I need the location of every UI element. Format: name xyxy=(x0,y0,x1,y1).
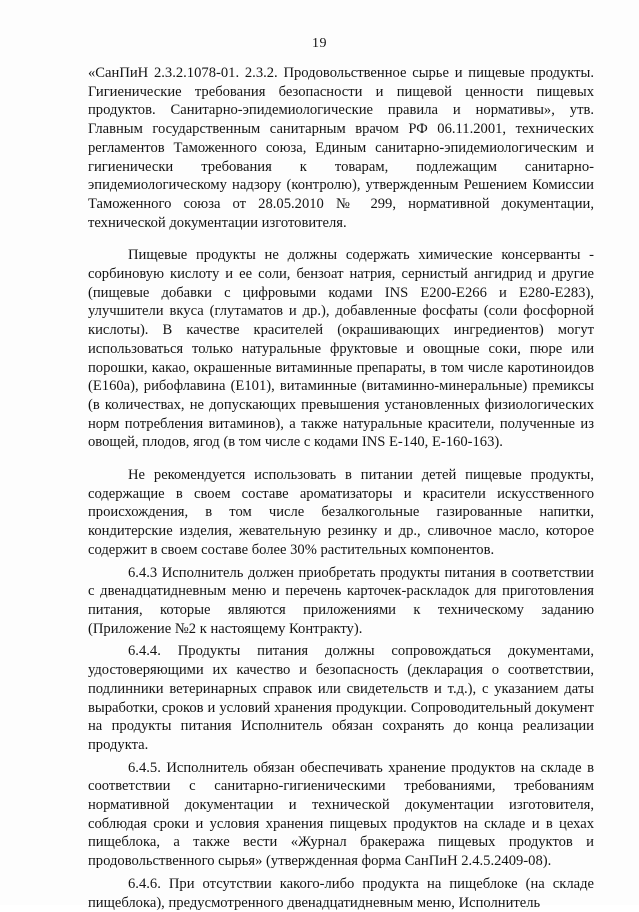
page-number: 19 xyxy=(312,36,327,51)
document-body xyxy=(88,64,594,912)
paragraph-6-4-5: 6.4.5. Исполнитель обязан обеспечивать хранение продуктов на складе в соответствии с санитарно-гигиеническими требованиями, требованиям нормативной документации и технической документации изготовителя, соблюдая сроки и условия хранения пищевых продуктов на складе и в цехах пищеблока, а также вести «Журнал бракеража пищевых продуктов и продовольственного сырья» (утвержденная форма СанПиН 2.4.5.2409-08). xyxy=(88,759,594,870)
paragraph-6-4-3: 6.4.3 Исполнитель должен приобретать продукты питания в соответствии с двенадцатидневным меню и перечень карточек-раскладок для приготовления питания, которые являются приложениями к техническому заданию (Приложение №2 к настоящему Контракту). xyxy=(88,564,594,637)
paragraph-6-4-4: 6.4.4. Продукты питания должны сопровождаться документами, удостоверяющими их качество и безопасность (декларация о соответствии, подлинники ветеринарных справок или свидетельств и т.д.), с указанием даты выработки, сроков и условий хранения продукции. Сопроводительный документ на продукты питания Исполнитель обязан сохранять до конца реализации продукта. xyxy=(88,643,594,753)
paragraph-not-recommended: Не рекомендуется использовать в питании детей пищевые продукты, содержащие в своем составе ароматизаторы и красители искусственного происхождения, в том числе безалкогольные газированные напитки, кондитерские изделия, жевательную резинку и др., сливочное масло, которое содержит в своем составе более 30% растительных компонентов. xyxy=(88,467,594,558)
paragraph-6-4-6: 6.4.6. При отсутствии какого-либо продукта на пищеблоке (на складе пищеблока), предусмотренного двенадцатидневным меню, Исполнитель xyxy=(88,875,594,911)
paragraph-sanpin-reference: «СанПиН 2.3.2.1078-01. 2.3.2. Продовольственное сырье и пищевые продукты. Гигиенические требования безопасности и пищевой ценности пищевых продуктов. Санитарно-эпидемиологические правила и нормативы», утв. Главным государственным санитарным врачом РФ 06.11.2001, технических регламентов Таможенного союза, Единым санитарно-эпидемиологическим и гигиенически требования к товарам, подлежащим санитарно-эпидемиологическому надзору (контролю), утвержденным Решением Комиссии Таможенного союза от 28.05.2010 № 299, нормативной документации, технической документации изготовителя. xyxy=(88,65,594,231)
paragraph-preservatives: Пищевые продукты не должны содержать химические консерванты - сорбиновую кислоту и ее соли, бензоат натрия, сернистый ангидрид и другие (пищевые добавки с цифровыми кодами INS Е200-Е266 и Е280-Е283), улучшители вкуса (глутаматов и др.), добавленные фосфаты (соли фосфорной кислоты). В качестве красителей (окрашивающих ингредиентов) могут использоваться только натуральные фруктовые и овощные соки, пюре или порошки, какао, окрашенные витаминные препараты, в том числе каротиноидов (Е160а), рибофлавина (Е101), витаминные (витаминно-минеральные) премиксы (в количествах, не допускающих превышения установленных физиологических норм потребления витаминов), а также натуральные красители, полученные из овощей, плодов, ягод (в том числе с кодами INS Е-140, Е-160-163). xyxy=(88,247,594,451)
